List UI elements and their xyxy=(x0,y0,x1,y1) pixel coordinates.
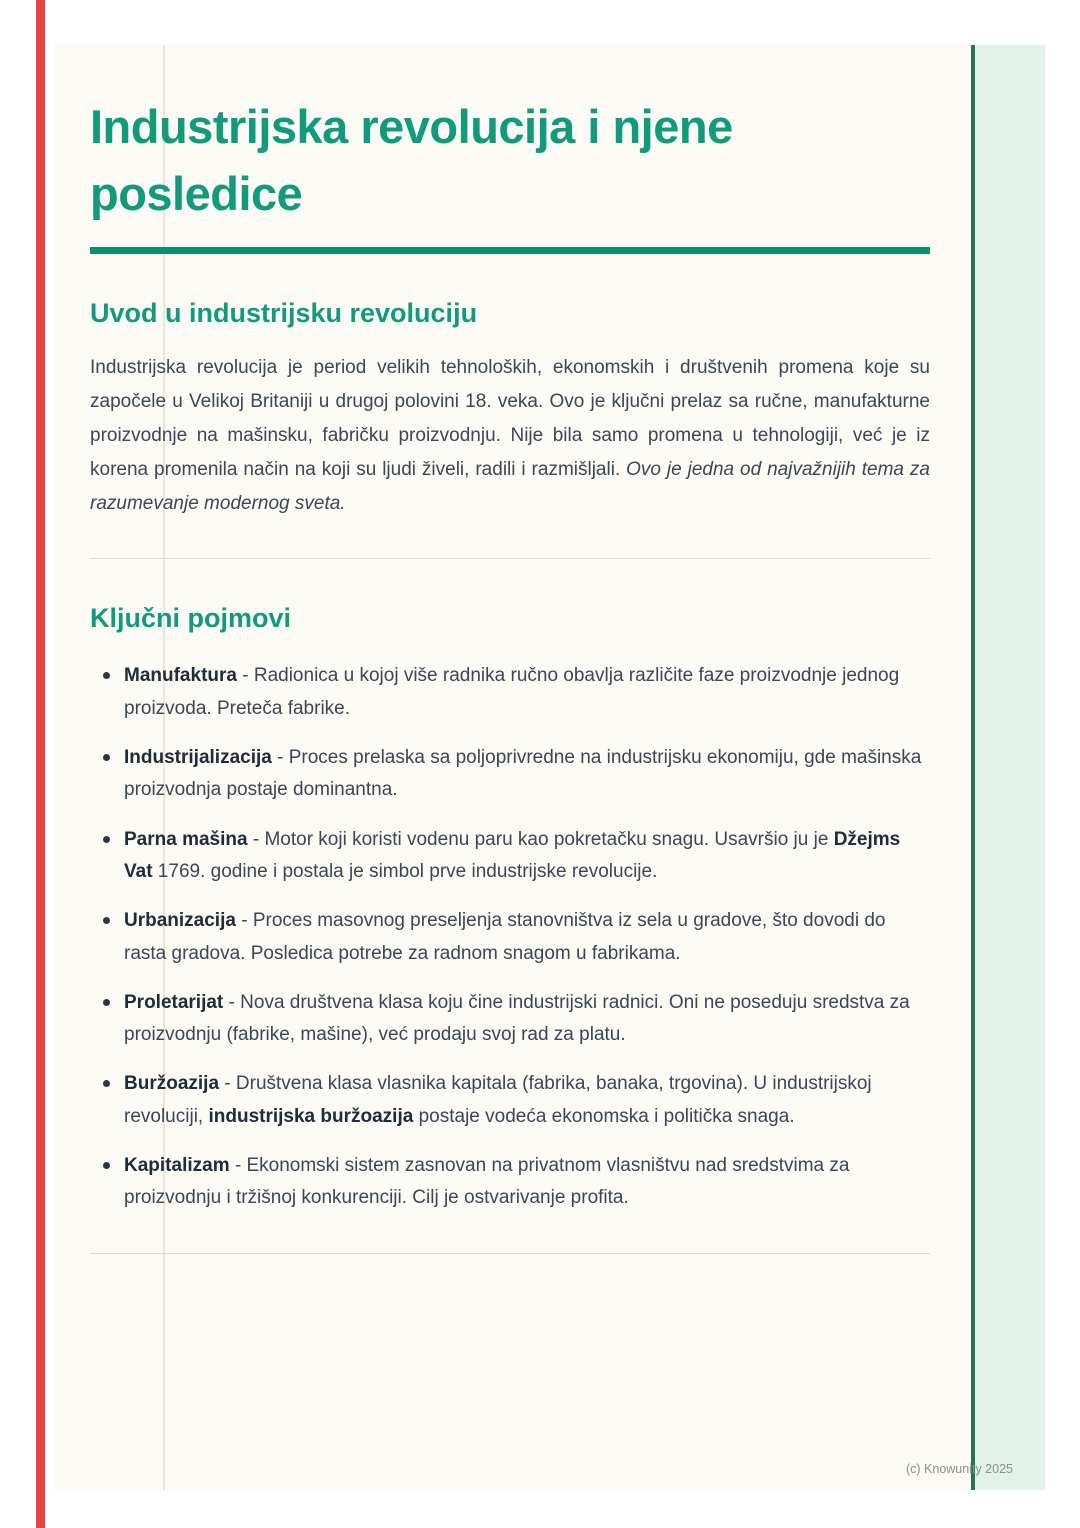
key-term-definition: postaje vodeća ekonomska i politička snaga. xyxy=(413,1105,795,1127)
key-term-definition: - Proces masovnog preseljenja stanovništva iz sela u gradove, što dovodi do rasta gradova. Posledica potrebe za radnom snagom u fabrikama. xyxy=(124,910,886,964)
red-accent-stripe xyxy=(36,0,45,1528)
key-term-label: industrijska buržoazija xyxy=(208,1105,414,1127)
key-term-definition: - Radionica u kojoj više radnika ručno obavlja različite faze proizvodnje jednog proizvoda. Preteča fabrike. xyxy=(124,665,900,719)
key-term-label: Parna mašina xyxy=(124,828,248,850)
section-heading-pojmovi: Ključni pojmovi xyxy=(90,603,292,634)
key-term-label: Buržoazija xyxy=(124,1073,220,1095)
key-term-definition: - Društvena klasa vlasnika kapitala (fabrika, banaka, trgovina). U industrijskoj revoluciji, xyxy=(124,1073,872,1127)
key-term-label: Industrijalizacija xyxy=(124,747,272,769)
document-content xyxy=(90,45,930,1254)
copyright-note: (c) Knowunity 2025 xyxy=(905,1462,1013,1476)
key-term-label: Proletarijat xyxy=(124,991,224,1013)
key-term-label: Urbanizacija xyxy=(124,910,236,932)
intro-text: Industrijska revolucija je period velikih tehnoloških, ekonomskih i društvenih promena koje su započele u Velikoj Britaniji u drugoj polovini 18. veka. Ovo je ključni prelaz sa ručne, manufakturne proizvodnje na mašinsku, fabričku proizvodnju. Nije bila samo promena u tehnologiji, već je iz korena promenila način na koji su ljudi živeli, radili i razmišljali. xyxy=(90,357,930,480)
key-term-definition: - Nova društvena klasa koju čine industrijski radnici. Oni ne poseduju sredstva za proizvodnju (fabrike, mašine), već prodaju svoj rad za platu. xyxy=(124,991,910,1046)
title-underline xyxy=(90,247,930,254)
key-term-item xyxy=(124,1150,930,1215)
notes-document xyxy=(55,45,1045,1490)
section-divider-top xyxy=(90,558,930,559)
key-term-item xyxy=(124,824,930,889)
key-term-item xyxy=(124,987,930,1052)
key-term-label: Manufaktura xyxy=(124,665,237,687)
key-term-item xyxy=(124,660,930,725)
key-term-item xyxy=(124,905,930,970)
section-divider-bottom xyxy=(90,1253,930,1254)
key-term-item xyxy=(124,742,930,807)
mint-side-panel xyxy=(975,45,1045,1490)
document-title: Industrijska revolucija i njene posledice xyxy=(90,100,733,221)
key-terms-list xyxy=(90,660,930,1214)
key-term-label: Kapitalizam xyxy=(124,1155,230,1177)
key-term-item xyxy=(124,1068,930,1133)
key-term-definition: - Motor koji koristi vodenu paru kao pokretačku snagu. Usavršio ju je xyxy=(247,828,834,850)
intro-paragraph xyxy=(90,351,930,520)
intro-italic-text: Ovo je jedna od najvažnijih tema za razumevanje modernog sveta. xyxy=(90,458,930,514)
section-heading-uvod: Uvod u industrijsku revoluciju xyxy=(90,298,478,329)
key-term-definition: - Ekonomski sistem zasnovan na privatnom vlasništvu nad sredstvima za proizvodnju i tržišnoj konkurenciji. Cilj je ostvarivanje profita. xyxy=(124,1155,850,1209)
key-term-label: Džejms Vat xyxy=(124,828,901,882)
key-term-definition: - Proces prelaska sa poljoprivredne na industrijsku ekonomiju, gde mašinska proizvodnja postaje dominantna. xyxy=(124,747,922,801)
key-term-definition: 1769. godine i postala je simbol prve industrijske revolucije. xyxy=(152,860,658,882)
